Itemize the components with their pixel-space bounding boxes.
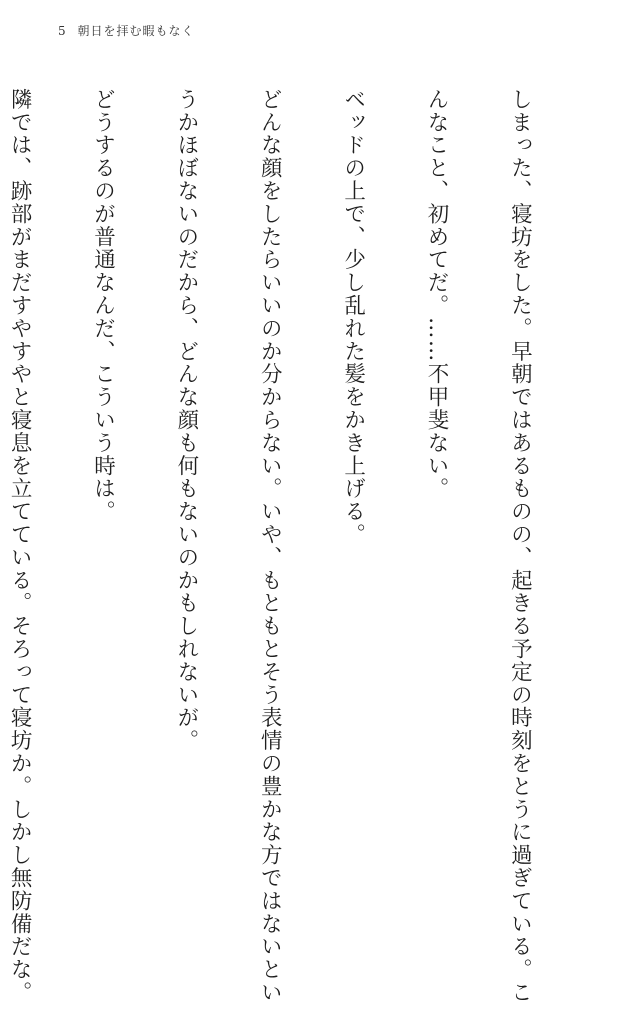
body-line: うかほぼないのだから、どんな顔も何もないのかもしれないが。: [173, 88, 199, 753]
running-header: [58, 22, 194, 39]
body-line: ベッドの上で、少し乱れた髪をかき上げる。: [340, 88, 366, 546]
body-line: んなこと、初めてだ。……不甲斐ない。: [424, 88, 450, 501]
running-title: 朝日を拝む暇もなく: [77, 24, 195, 38]
page-number: 5: [58, 24, 67, 38]
body-line: しまった、寝坊をした。早朝ではあるものの、起きる予定の時刻をとうに過ぎている。こ: [507, 88, 533, 1004]
body-line: どうするのが普通なんだ、こういう時は。: [90, 88, 116, 524]
body-line: どんな顔をしたらいいのか分からない。いや、もともとそう表情の豊かな方ではないとい: [257, 88, 283, 1004]
body-line: 隣では、跡部がまだすやすやと寝息を立てている。そろって寝坊か。しかし無防備だな。: [7, 88, 33, 1004]
body-text: [0, 88, 589, 1004]
